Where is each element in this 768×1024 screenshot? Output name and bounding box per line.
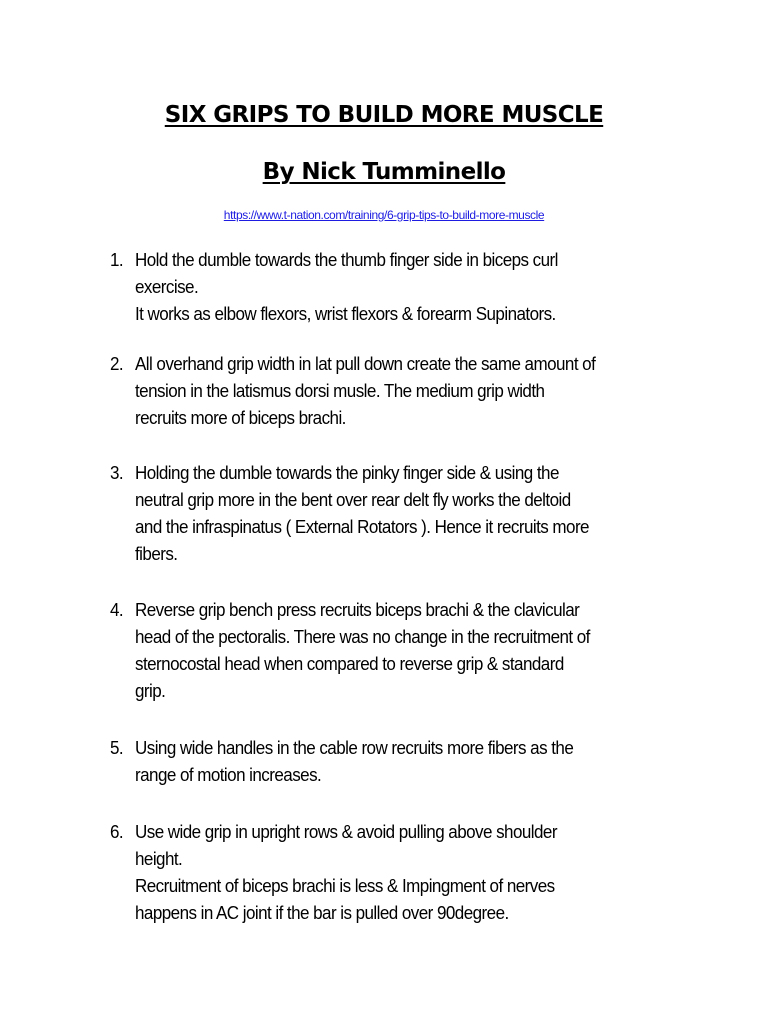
list-item-line: sternocostal head when compared to reverse grip & standard [135,653,564,674]
list-item-line: fibers. [135,543,178,564]
list-item-line: neutral grip more in the bent over rear delt fly works the deltoid [135,489,571,510]
list-item [110,246,710,327]
list-item [110,818,710,926]
list-item-number: 4. [110,599,124,620]
author-line: By Nick Tumminello [262,159,506,185]
list-item [110,596,710,704]
list-item [110,734,710,788]
list-item-line: Recruitment of biceps brachi is less & Impingment of nerves [135,875,555,896]
list-item-line: happens in AC joint if the bar is pulled over 90degree. [135,902,509,923]
list-item-line: Use wide grip in upright rows & avoid pulling above shoulder [135,821,557,842]
list-item-number: 6. [110,821,124,842]
list-item-line: Holding the dumble towards the pinky finger side & using the [135,462,559,483]
list-item-line: head of the pectoralis. There was no change in the recruitment of [135,626,590,647]
list-item-line: height. [135,848,183,869]
list-item-number: 3. [110,462,124,483]
list-item-number: 5. [110,737,124,758]
list-item-line: tension in the latismus dorsi musle. The medium grip width [135,380,545,401]
list-item-line: grip. [135,680,166,701]
list-item-line: Using wide handles in the cable row recruits more fibers as the [135,737,574,758]
list-item-line: recruits more of biceps brachi. [135,407,346,428]
list-item-number: 1. [110,249,124,270]
list-item-line: exercise. [135,276,199,297]
list-item-line: Reverse grip bench press recruits biceps brachi & the clavicular [135,599,580,620]
list-item-line: All overhand grip width in lat pull down create the same amount of [135,353,596,374]
source-link[interactable]: https://www.t-nation.com/training/6-grip-tips-to-build-more-muscle [223,208,545,222]
list-item-line: It works as elbow flexors, wrist flexors & forearm Supinators. [135,303,556,324]
list-item [110,350,710,431]
list-item-line: range of motion increases. [135,764,322,785]
list-item-line: Hold the dumble towards the thumb finger side in biceps curl [135,249,558,270]
list-item-number: 2. [110,353,124,374]
list-item-line: and the infraspinatus ( External Rotators ). Hence it recruits more [135,516,589,537]
document-title: SIX GRIPS TO BUILD MORE MUSCLE [164,102,604,128]
list-item [110,459,710,567]
